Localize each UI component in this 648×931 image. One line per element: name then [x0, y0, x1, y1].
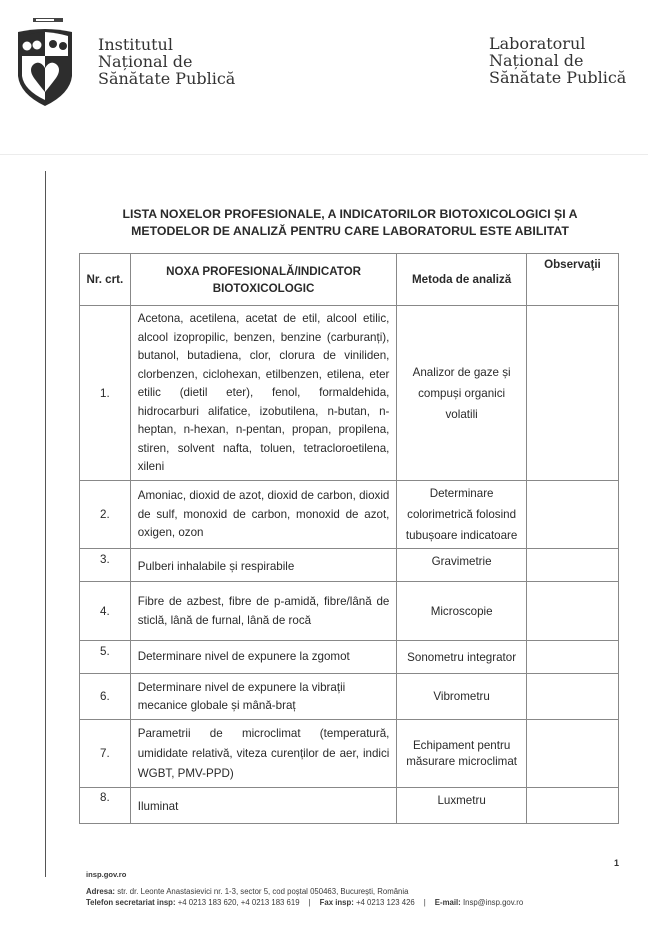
table-row	[80, 788, 619, 824]
margin-line	[45, 171, 46, 877]
laboratory-name	[489, 35, 626, 86]
laboratory-name-line: Național de	[489, 51, 584, 70]
row-metoda	[397, 641, 526, 674]
email-link[interactable]: Insp@insp.gov.ro	[460, 898, 524, 907]
separator: |	[308, 898, 311, 907]
header-noxa: NOXA PROFESIONALĂ/INDICATOR BIOTOXICOLOGIC	[130, 254, 397, 306]
website-link[interactable]: insp.gov.ro	[86, 870, 127, 879]
header-metoda: Metoda de analiză	[397, 254, 526, 306]
header-divider	[0, 154, 648, 155]
metoda-text: Echipament pentru măsurare microclimat	[406, 738, 518, 768]
header-left	[14, 16, 76, 106]
row-noxa	[130, 481, 397, 549]
address-label: Adresa:	[86, 887, 116, 896]
institute-name	[98, 36, 235, 87]
noxa-text: Fibre de azbest, fibre de p-amidă, fibre/lână de sticlă, lână de furnal, lână de rocă	[137, 595, 390, 627]
row-observatii	[526, 549, 618, 582]
laboratory-name-line: Sănătate Publică	[489, 68, 627, 87]
laboratory-name-line: Laboratorul	[489, 34, 586, 53]
row-nr: 4.	[80, 582, 131, 641]
row-metoda	[397, 306, 526, 481]
table-row	[80, 549, 619, 582]
row-nr: 5.	[80, 641, 131, 674]
row-metoda	[397, 549, 526, 582]
row-observatii	[526, 788, 618, 824]
noxa-text: Iluminat	[137, 799, 179, 813]
header-nr: Nr. crt.	[80, 254, 131, 306]
row-noxa	[130, 674, 397, 720]
row-observatii	[526, 641, 618, 674]
metoda-text: Microscopie	[430, 604, 493, 618]
table-row	[80, 641, 619, 674]
row-metoda	[397, 674, 526, 720]
noxa-text: Determinare nivel de expunere la vibrații mecanice globale și mână-braț	[137, 680, 346, 712]
metoda-text: Luxmetru	[437, 794, 486, 807]
row-noxa	[130, 720, 397, 788]
header-observatii: Observaţii	[526, 254, 618, 306]
row-metoda	[397, 720, 526, 788]
row-nr: 6.	[80, 674, 131, 720]
phone-value: +4 0213 183 620, +4 0213 183 619	[175, 898, 300, 907]
noxa-text: Amoniac, dioxid de azot, dioxid de carbon, dioxid de sulf, monoxid de carbon, monoxid de azot, oxigen, ozon	[137, 489, 390, 540]
row-noxa	[130, 582, 397, 641]
row-noxa	[130, 788, 397, 824]
email-label: E-mail:	[434, 898, 461, 907]
noxa-text: Acetona, acetilena, acetat de etil, alcool etilic, alcool izopropilic, benzen, benzine (carburanți), butanol, butadiena, clor, clorura de viniliden, clorbenzen, ciclohexan, etilbenzen, etilena, eter etilic (dietil eter), fenol, formaldehida, hidrocarburi alifatice, izobutilena, n-butan, n-heptan, n-hexan, n-pentan, propan, propilena, stiren, solvent nafta, toluen, tetracloroetilena, xileni	[137, 312, 390, 474]
phone-label: Telefon secretariat insp:	[86, 898, 176, 907]
contact-line	[86, 897, 523, 908]
document-title	[100, 206, 600, 240]
metoda-text: Gravimetrie	[431, 555, 492, 568]
metoda-text: Vibrometru	[433, 690, 490, 703]
row-metoda	[397, 481, 526, 549]
fax-label: Fax insp:	[319, 898, 354, 907]
fax-value: +4 0213 123 426	[353, 898, 415, 907]
row-nr: 2.	[80, 481, 131, 549]
institute-name-line: Național de	[98, 52, 193, 71]
row-nr: 7.	[80, 720, 131, 788]
address-line	[86, 886, 523, 897]
table-row	[80, 674, 619, 720]
row-noxa	[130, 306, 397, 481]
row-nr: 1.	[80, 306, 131, 481]
metoda-text: Determinare colorimetrică folosind tubușoare indicatoare	[405, 487, 518, 542]
row-observatii	[526, 306, 618, 481]
table-row	[80, 720, 619, 788]
table-row	[80, 582, 619, 641]
noxa-text: Parametrii de microclimat (temperatură, umididate relativă, viteza curenților de aer, indici WGBT, PMV-PPD)	[137, 727, 390, 780]
row-observatii	[526, 674, 618, 720]
row-noxa	[130, 641, 397, 674]
title-line-1: LISTA NOXELOR PROFESIONALE, A INDICATORILOR BIOTOXICOLOGICI ȘI A	[122, 207, 578, 221]
methods-table	[79, 253, 619, 824]
table-row	[80, 306, 619, 481]
title-line-2: METODELOR DE ANALIZĂ PENTRU CARE LABORATORUL ESTE ABILITAT	[131, 224, 569, 238]
row-observatii	[526, 481, 618, 549]
row-nr: 8.	[80, 788, 131, 824]
page-number: 1	[614, 858, 620, 868]
noxa-text: Pulberi inhalabile și respirabile	[137, 560, 295, 574]
noxa-text: Determinare nivel de expunere la zgomot	[137, 650, 350, 664]
metoda-text: Analizor de gaze și compuși organici volatili	[412, 365, 511, 421]
row-observatii	[526, 582, 618, 641]
table-row	[80, 481, 619, 549]
separator: |	[423, 898, 426, 907]
row-metoda	[397, 582, 526, 641]
institute-name-line: Institutul	[98, 35, 173, 54]
institute-name-line: Sănătate Publică	[98, 69, 236, 88]
shield-heart-logo-icon	[14, 16, 76, 106]
row-noxa	[130, 549, 397, 582]
footer	[86, 869, 523, 908]
row-nr: 3.	[80, 549, 131, 582]
table-header-row	[80, 254, 619, 306]
row-metoda	[397, 788, 526, 824]
row-observatii	[526, 720, 618, 788]
address-value: str. dr. Leonte Anastasievici nr. 1-3, sector 5, cod poștal 050463, București, România	[115, 887, 409, 896]
metoda-text: Sonometru integrator	[407, 650, 517, 664]
